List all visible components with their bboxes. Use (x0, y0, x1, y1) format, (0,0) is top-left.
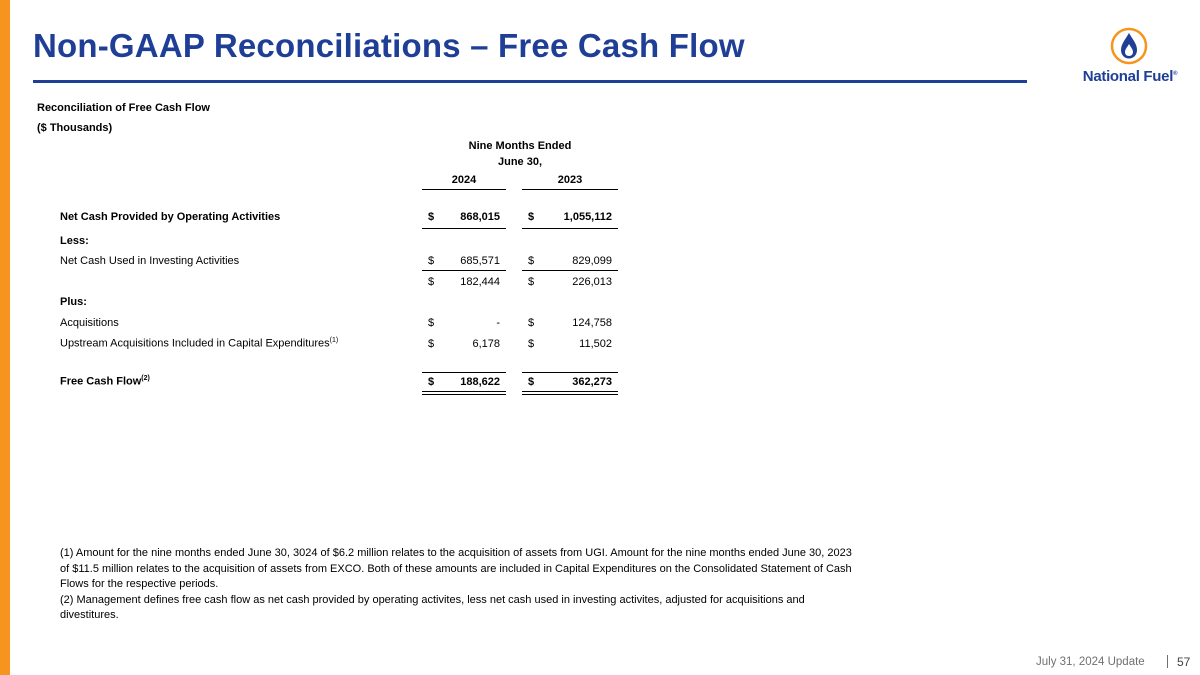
period-header-line2: June 30, (497, 156, 543, 168)
row-label-operating-cash: Net Cash Provided by Operating Activities (60, 211, 281, 223)
table-heading: Reconciliation of Free Cash Flow (37, 102, 210, 114)
total-double-rule (422, 391, 506, 392)
row-label-investing-cash: Net Cash Used in Investing Activities (60, 255, 240, 267)
company-logo (1074, 27, 1186, 87)
value-2024: 182,444 (460, 276, 500, 288)
dollar-sign: $ (528, 276, 535, 288)
value-2024: - (496, 317, 500, 329)
value-2023: 829,099 (572, 255, 612, 267)
row-label-less: Less: (60, 235, 89, 247)
column-header-rule (422, 189, 506, 190)
value-2023: 1,055,112 (563, 211, 612, 223)
logo-wordmark: National Fuel® (1082, 68, 1178, 85)
title-underline (33, 80, 1027, 83)
dollar-sign: $ (428, 376, 435, 388)
total-double-rule (522, 391, 618, 392)
page-number: 57 (1177, 655, 1191, 669)
dollar-sign: $ (428, 255, 435, 267)
dollar-sign: $ (528, 317, 535, 329)
row-label-acquisitions: Acquisitions (60, 317, 119, 329)
dollar-sign: $ (428, 276, 435, 288)
value-2024: 188,622 (460, 376, 500, 388)
slide-title: Non-GAAP Reconciliations – Free Cash Flow (33, 27, 745, 64)
row-label-plus: Plus: (60, 296, 87, 308)
footer-date: July 31, 2024 Update (1036, 656, 1145, 668)
column-header-2023: 2023 (557, 174, 583, 186)
total-top-rule (422, 372, 506, 373)
dollar-sign: $ (528, 255, 535, 267)
value-2024: 6,178 (472, 338, 500, 350)
subtotal-rule (522, 228, 618, 229)
flame-logo-icon (1110, 27, 1148, 65)
accent-bar (0, 0, 10, 675)
row-label-upstream-acquisitions: Upstream Acquisitions Included in Capital Expenditures$^{(1)}$ (60, 337, 339, 350)
total-double-rule (422, 394, 506, 395)
subtotal-rule (522, 270, 618, 271)
dollar-sign: $ (528, 376, 535, 388)
total-double-rule (522, 394, 618, 395)
value-2024: 685,571 (460, 255, 500, 267)
value-2023: 226,013 (572, 276, 612, 288)
value-2023: 11,502 (579, 338, 612, 350)
dollar-sign: $ (528, 338, 535, 350)
footnote-2: (2) Management defines free cash flow as net cash provided by operating activites, less net cash used in investing activites, adjusted for acquisitions and divestitures. (60, 593, 805, 621)
total-top-rule (522, 372, 618, 373)
dollar-sign: $ (528, 211, 535, 223)
dollar-sign: $ (428, 338, 435, 350)
value-2023: 362,273 (572, 376, 612, 388)
footnotes (60, 546, 860, 624)
period-header-line1: Nine Months Ended (468, 140, 572, 152)
value-2023: 124,758 (572, 317, 612, 329)
row-label-free-cash-flow: Free Cash Flow$^{(2)}$ (60, 375, 150, 388)
footer-divider (1167, 655, 1168, 668)
subtotal-rule (422, 270, 506, 271)
dollar-sign: $ (428, 317, 435, 329)
footnote-1: (1) Amount for the nine months ended June 30, 3024 of $6.2 million relates to the acquisition of assets from UGI. Amount for the nine months ended June 30, 2023 of $11.5 million relates to the acquisition of assets from EXCO. Both of these amounts are included in Capital Expenditures on the Consolidated Statement of Cash Flows for the respective periods. (60, 547, 852, 590)
dollar-sign: $ (428, 211, 435, 223)
value-2024: 868,015 (460, 211, 500, 223)
column-header-rule (522, 189, 618, 190)
table-units: ($ Thousands) (37, 122, 113, 134)
subtotal-rule (422, 228, 506, 229)
column-header-2024: 2024 (451, 174, 477, 186)
